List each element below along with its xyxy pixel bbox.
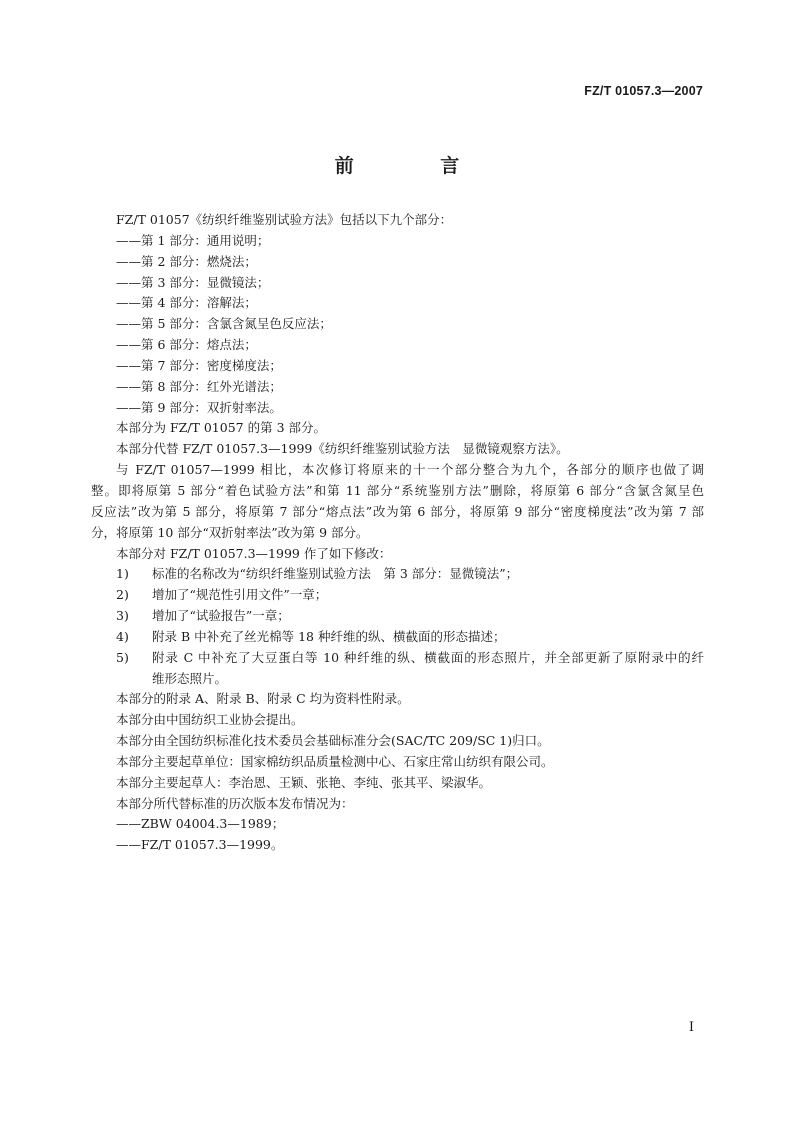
change-item — [116, 627, 704, 648]
part-item: ——第 3 部分：显微镜法； — [116, 274, 270, 290]
change-item — [116, 648, 704, 669]
page-number: I — [688, 1020, 694, 1035]
appendix-line: 本部分的附录 A、附录 B、附录 C 均为资料性附录。 — [116, 691, 410, 707]
standard-number: FZ/T 01057.3—2007 — [584, 84, 703, 98]
change-continuation: 维形态照片。 — [152, 670, 228, 686]
compare-line: 与 FZ/T 01057—1999 相比，本次修订将原来的十一个部分整合为九个，各部分的顺序也做了调 — [116, 462, 704, 478]
change-text: 增加了“规范性引用文件”一章； — [152, 587, 328, 603]
modified-line: 本部分对 FZ/T 01057.3—1999 作了如下修改： — [116, 545, 392, 561]
compare-line: 反应法”改为第 5 部分，将原第 7 部分“熔点法”改为第 6 部分，将原第 9 部分“密度梯度法”改为第 7 部 — [91, 503, 704, 519]
compare-line: 整。即将原第 5 部分“着色试验方法”和第 11 部分“系统鉴别方法”删除，将原第 6 部分“含氯含氮呈色 — [91, 482, 704, 498]
part-item: ——第 6 部分：熔点法； — [116, 337, 257, 353]
change-item — [116, 585, 704, 606]
change-number: 5) — [116, 649, 129, 665]
this-part-line: 本部分为 FZ/T 01057 的第 3 部分。 — [116, 420, 326, 436]
page-title: 前 言 — [334, 155, 500, 177]
part-item: ——第 5 部分：含氯含氮呈色反应法； — [116, 316, 332, 332]
change-item — [116, 606, 704, 627]
change-number: 3) — [116, 608, 129, 624]
change-text: 标准的名称改为“纺织纤维鉴别试验方法 第 3 部分：显微镜法”； — [152, 566, 519, 582]
change-item — [116, 564, 704, 585]
part-item: ——第 2 部分：燃烧法； — [116, 253, 257, 269]
version-item: ——FZ/T 01057.3—1999。 — [116, 837, 284, 853]
foreword-body — [91, 210, 704, 856]
change-number: 4) — [116, 628, 129, 644]
change-text: 附录 C 中补充了大豆蛋白等 10 种纤维的纵、横截面的形态照片，并全部更新了原附录中的纤 — [152, 649, 704, 665]
change-number: 1) — [116, 566, 129, 582]
proposed-line: 本部分由中国纺织工业协会提出。 — [116, 712, 304, 728]
centralized-line: 本部分由全国纺织标准化技术委员会基础标准分会(SAC/TC 209/SC 1)归口。 — [116, 733, 550, 749]
part-item: ——第 8 部分：红外光谱法； — [116, 378, 282, 394]
version-item: ——ZBW 04004.3—1989； — [116, 816, 285, 832]
history-line: 本部分所代替标准的历次版本发布情况为： — [116, 795, 354, 811]
compare-line: 分，将原第 10 部分“双折射率法”改为第 9 部分。 — [91, 524, 369, 540]
change-number: 2) — [116, 587, 129, 603]
change-text: 附录 B 中补充了丝光棉等 18 种纤维的纵、横截面的形态描述； — [152, 628, 506, 644]
part-item: ——第 7 部分：密度梯度法； — [116, 357, 282, 373]
replaces-line: 本部分代替 FZ/T 01057.3—1999《纺织纤维鉴别试验方法 显微镜观察方法》。 — [116, 441, 569, 457]
drafting-units-line: 本部分主要起草单位：国家棉纺织品质量检测中心、石家庄常山纺织有限公司。 — [116, 753, 554, 769]
intro-line: FZ/T 01057《纺织纤维鉴别试验方法》包括以下九个部分： — [116, 212, 453, 227]
change-text: 增加了“试验报告”一章； — [152, 608, 290, 624]
part-item: ——第 4 部分：溶解法； — [116, 295, 257, 311]
drafters-line: 本部分主要起草人：李治恩、王颖、张艳、李纯、张其平、梁淑华。 — [116, 774, 492, 790]
part-item: ——第 9 部分：双折射率法。 — [116, 399, 282, 415]
part-item: ——第 1 部分：通用说明； — [116, 232, 270, 248]
